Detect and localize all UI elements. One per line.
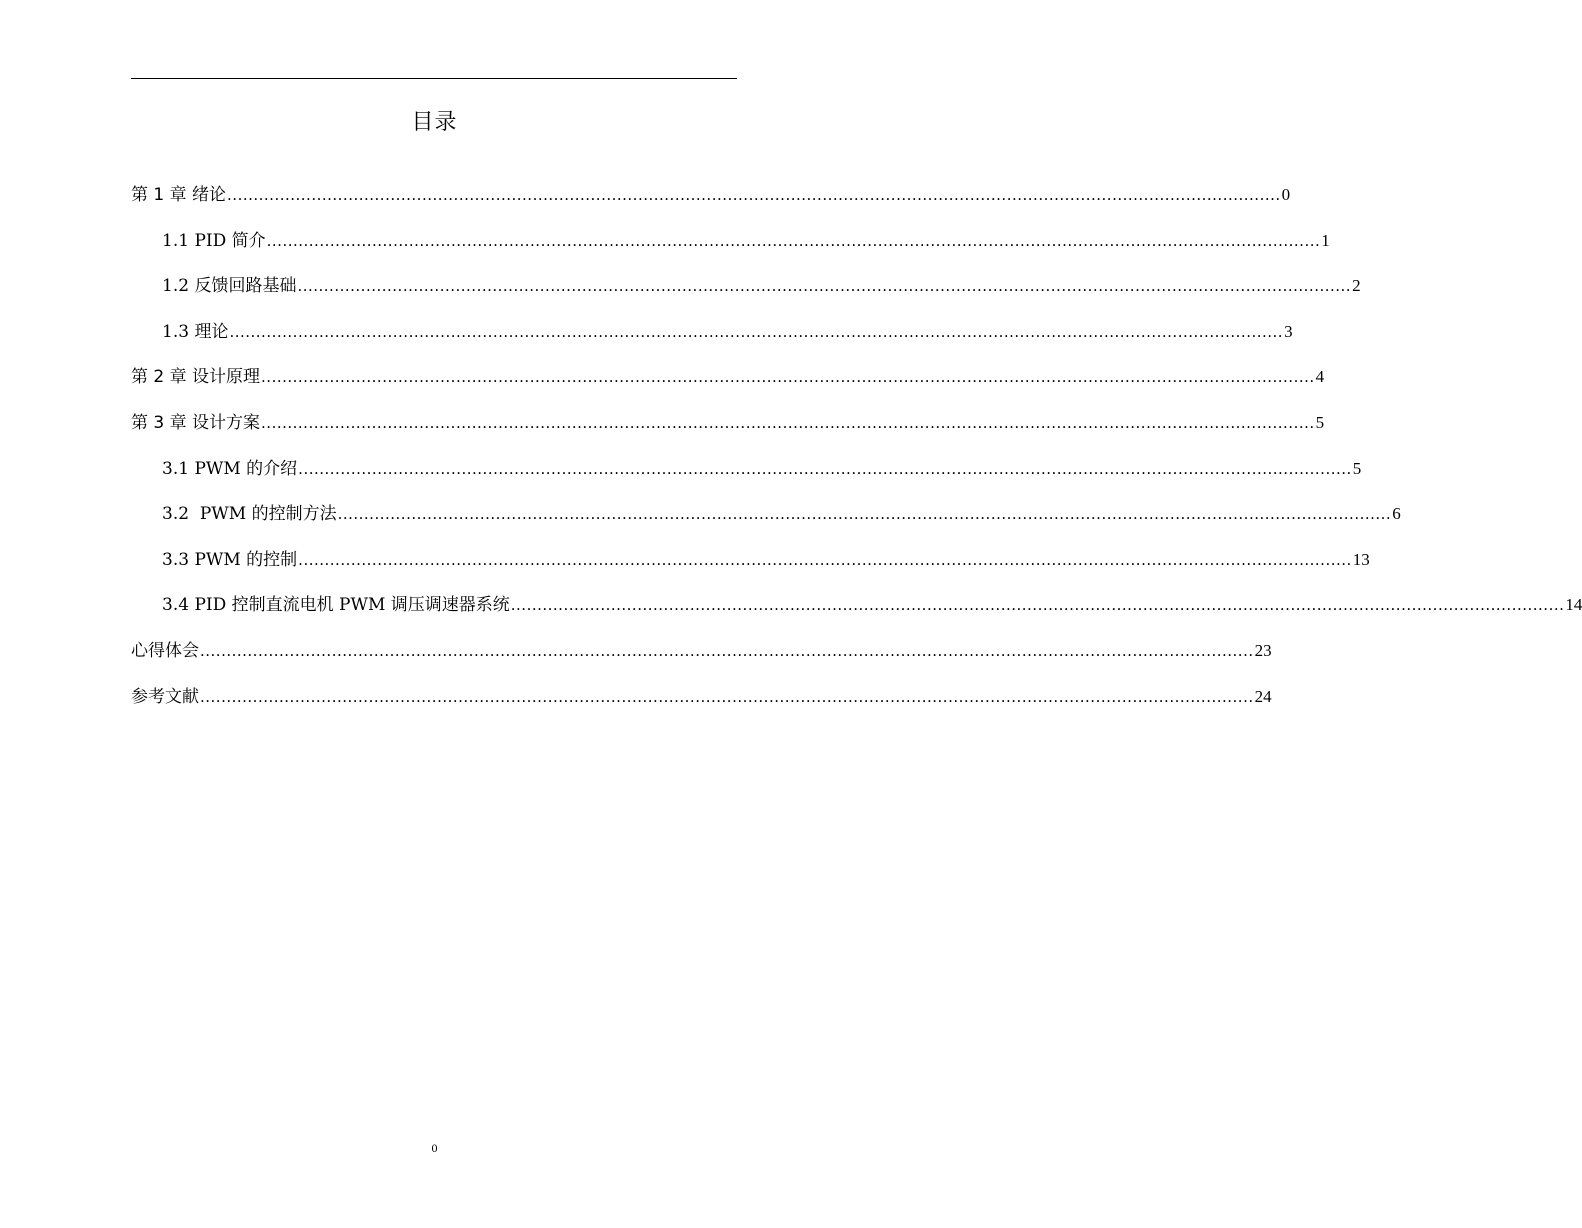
toc-dot-leader: ........................................................................................................................................................................................................ <box>261 368 1315 387</box>
toc-entry[interactable] <box>131 410 1325 456</box>
toc-entry[interactable] <box>131 501 1401 547</box>
toc-entry[interactable] <box>131 273 1361 319</box>
toc-entry-label: 第 1 章 绪论 <box>131 185 227 205</box>
toc-entry[interactable] <box>131 684 1272 730</box>
toc-dot-leader: ........................................................................................................................................................................................................ <box>297 277 1352 296</box>
toc-entry-label: 1.1 PID 简介 <box>162 230 266 251</box>
toc-entry-page: 4 <box>1315 367 1325 387</box>
toc-entry[interactable] <box>131 456 1362 502</box>
toc-entry-label: 参考文献 <box>131 686 199 707</box>
toc-entry[interactable] <box>131 228 1330 274</box>
toc-dot-leader: ........................................................................................................................................................................................................ <box>298 459 1352 478</box>
toc-entry-label: 第 2 章 设计原理 <box>131 367 261 388</box>
toc-entry-label: 1.2 反馈回路基础 <box>162 276 297 297</box>
toc-entry-page: 24 <box>1254 686 1272 706</box>
header-rule <box>131 78 737 79</box>
toc-dot-leader: ........................................................................................................................................................................................................ <box>229 322 1284 341</box>
toc-entry-page: 0 <box>1281 185 1291 204</box>
toc-title: 目录 <box>411 110 458 135</box>
toc-entry-label: 3.1 PWM 的介绍 <box>162 458 298 479</box>
toc-entry-page: 23 <box>1254 640 1272 660</box>
toc-dot-leader: ........................................................................................................................................................................................................ <box>337 505 1392 524</box>
toc-dot-leader: ........................................................................................................................................................................................................ <box>200 687 1254 706</box>
toc-entry-page: 1 <box>1321 230 1330 250</box>
toc-entry-page: 14 <box>1565 595 1582 615</box>
toc-dot-leader: ........................................................................................................................................................................................................ <box>266 231 1321 250</box>
toc-dot-leader: ........................................................................................................................................................................................................ <box>200 641 1254 660</box>
toc-dot-leader: ........................................................................................................................................................................................................ <box>227 186 1281 204</box>
toc-entry[interactable] <box>131 592 1582 638</box>
toc-entry-page: 5 <box>1352 458 1362 478</box>
toc-dot-leader: ........................................................................................................................................................................................................ <box>261 413 1315 432</box>
toc-entry-label: 3.4 PID 控制直流电机 PWM 调压调速器系统 <box>162 595 510 616</box>
toc-entry-page: 3 <box>1284 321 1293 341</box>
toc-entry[interactable] <box>131 364 1325 410</box>
toc-entry[interactable] <box>131 319 1293 365</box>
toc-entry-page: 13 <box>1352 549 1370 569</box>
toc-entry-page: 2 <box>1352 276 1361 296</box>
toc-entry[interactable] <box>131 182 1291 228</box>
toc-entry[interactable] <box>131 638 1272 684</box>
toc-entry-label: 心得体会 <box>131 640 199 661</box>
toc-dot-leader: ........................................................................................................................................................................................................ <box>510 596 1565 615</box>
toc-dot-leader: ........................................................................................................................................................................................................ <box>298 550 1352 569</box>
toc-entry-label: 3.3 PWM 的控制 <box>162 549 298 570</box>
toc-entry-label: 1.3 理论 <box>162 321 229 342</box>
toc-entry-page: 6 <box>1392 504 1401 524</box>
toc-list <box>131 182 1582 729</box>
toc-entry-label: 3.2 PWM 的控制方法 <box>162 504 337 525</box>
toc-entry[interactable] <box>131 547 1370 593</box>
toc-entry-label: 第 3 章 设计方案 <box>131 412 261 433</box>
toc-entry-page: 5 <box>1315 412 1325 432</box>
page-number: 0 <box>431 1141 438 1155</box>
